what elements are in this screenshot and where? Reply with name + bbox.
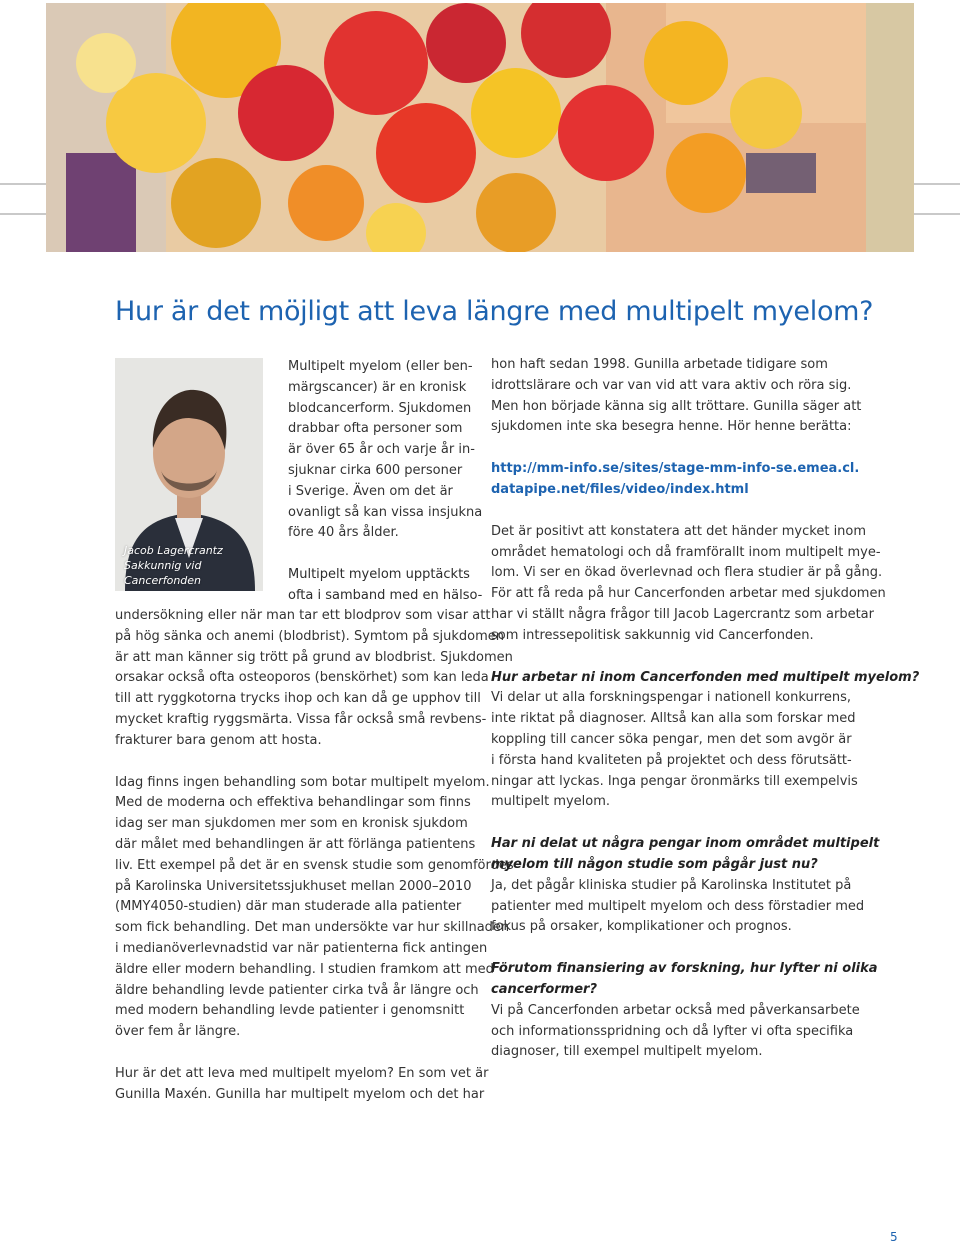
qa-block-2 <box>491 834 880 938</box>
text-line: är att man känner sig trött på grund av blodbrist. Sjukdomen <box>115 649 513 665</box>
text-line: ofta i samband med en hälso- <box>288 587 483 603</box>
question-3-line-1: Förutom finansiering av forskning, hur lyfter ni olika <box>491 961 878 977</box>
text-line: före 40 års ålder. <box>288 525 399 541</box>
text-line: som intressepolitisk sakkunnig vid Cancerfonden. <box>491 627 814 643</box>
text-line: äldre eller modern behandling. I studien framkom att med <box>115 961 494 977</box>
text-line: där målet med behandlingen är att förlänga patientens <box>115 836 476 852</box>
text-line: diagnoser, till exempel multipelt myelom. <box>491 1044 763 1060</box>
text-line: ovanligt så kan vissa insjukna <box>288 504 483 520</box>
text-line: märgscancer) är en kronisk <box>288 379 467 395</box>
caption-role-line-1: Sakkunnig vid <box>124 559 202 572</box>
question-2-line-1: Har ni delat ut några pengar inom området multipelt <box>491 836 880 852</box>
text-line: hon haft sedan 1998. Gunilla arbetade tidigare som <box>491 357 828 372</box>
text-line: som fick behandling. Det man undersökte var hur skillnaden <box>115 920 510 936</box>
text-line: på hög sänka och anemi (blodbrist). Symtom på sjukdomen <box>115 628 505 644</box>
text-line: drabbar ofta personer som <box>288 421 463 437</box>
right-column <box>491 355 920 1084</box>
text-line: liv. Ett exempel på det är en svensk studie som genomfördes <box>115 857 514 873</box>
page-title: Hur är det möjligt att leva längre med multipelt myelom? <box>115 296 874 327</box>
treatment-paragraph <box>115 773 514 1043</box>
text-line: med modern behandling levde patienter i genomsnitt <box>115 1003 465 1019</box>
text-line: lom. Vi ser en ökad överlevnad och flera studier är på gång. <box>491 565 883 581</box>
text-line: Idag finns ingen behandling som botar multipelt myelom. <box>115 774 490 790</box>
caption-role-line-2: Cancerfonden <box>124 574 202 587</box>
text-line: inte riktat på diagnoser. Alltså kan alla som forskar med <box>491 711 856 727</box>
video-link[interactable] <box>491 459 860 501</box>
text-line: sjuknar cirka 600 personer <box>288 462 463 478</box>
question-3-line-2: cancerformer? <box>491 981 597 997</box>
text-line: Gunilla Maxén. Gunilla har multipelt myelom och det har <box>115 1086 485 1102</box>
intro-paragraph <box>288 357 483 544</box>
text-line: Med de moderna och effektiva behandlingar som finns <box>115 795 471 811</box>
text-line: till att ryggkotorna trycks ihop och kan då ge upphov till <box>115 691 481 707</box>
text-line: över fem år längre. <box>115 1024 241 1040</box>
text-line: För att få reda på hur Cancerfonden arbetar med sjukdomen <box>491 586 886 602</box>
video-link-line-1[interactable]: http://mm-info.se/sites/stage-mm-info-se.emea.cl. <box>491 461 860 477</box>
qa-block-3 <box>491 959 878 1063</box>
text-line: har vi ställt några frågor till Jacob Lagercrantz som arbetar <box>491 606 874 622</box>
question-2-line-2: myelom till någon studie som pågår just nu? <box>491 856 818 872</box>
text-line: idag ser man sjukdomen mer som en kronisk sjukdom <box>115 816 468 832</box>
text-line: (MMY4050-studien) där man studerade alla patienter <box>115 899 462 915</box>
question-1: Hur arbetar ni inom Cancerfonden med multipelt myelom? <box>491 669 920 685</box>
gunilla-intro-paragraph <box>115 1064 489 1106</box>
text-line: Vi på Cancerfonden arbetar också med påverkansarbete <box>491 1002 860 1018</box>
text-line: mycket kraftig ryggsmärta. Vissa får också små revbens- <box>115 711 487 727</box>
gunilla-continued-paragraph <box>491 355 862 438</box>
text-line: Vi delar ut alla forskningspengar i nationell konkurrens, <box>491 690 852 706</box>
positive-paragraph <box>491 522 886 647</box>
text-line: patienter med multipelt myelom och dess förstadier med <box>491 898 865 914</box>
text-line: orsakar också ofta osteoporos (benskörhet) som kan leda <box>115 670 489 686</box>
text-line: Men hon började känna sig allt tröttare. Gunilla säger att <box>491 398 862 414</box>
text-line: i Sverige. Även om det är <box>288 483 453 499</box>
text-line: och informationsspridning och då lyfter vi ofta specifika <box>491 1023 854 1039</box>
text-line: sjukdomen inte ska besegra henne. Hör henne berätta: <box>491 419 852 435</box>
text-line: fokus på orsaker, komplikationer och prognos. <box>491 919 792 935</box>
text-line: äldre behandling levde patienter cirka två år längre och <box>115 982 479 998</box>
text-line: är över 65 år och varje år in- <box>288 442 475 458</box>
text-line: i första hand kvaliteten på projektet och dess förutsätt- <box>491 752 852 768</box>
text-line: på Karolinska Universitetssjukhuset mellan 2000–2010 <box>115 878 472 894</box>
text-line: multipelt myelom. <box>491 794 611 810</box>
text-line: frakturer bara genom att hosta. <box>115 732 322 748</box>
text-line: i medianöverlevnadstid var när patienterna fick antingen <box>115 940 488 956</box>
text-line: koppling till cancer söka pengar, men det som avgör är <box>491 731 852 747</box>
video-link-line-2[interactable]: datapipe.net/files/video/index.html <box>491 481 749 497</box>
text-line: Multipelt myelom (eller ben- <box>288 359 473 374</box>
text-line: Multipelt myelom upptäckts <box>288 567 470 582</box>
text-line: området hematologi och då framförallt inom multipelt mye- <box>491 544 881 560</box>
text-line: ningar att lyckas. Inga pengar öronmärks till exempelvis <box>491 773 858 789</box>
left-column <box>115 606 514 1127</box>
caption-name: Jacob Lagercrantz <box>124 544 223 557</box>
qa-block-1 <box>491 668 920 814</box>
page-number: 5 <box>890 1230 898 1244</box>
header-painting-image <box>46 3 914 252</box>
detection-paragraph-start <box>288 565 483 607</box>
text-line: idrottslärare och var van vid att vara aktiv och röra sig. <box>491 377 852 393</box>
text-line: Hur är det att leva med multipelt myelom? En som vet är <box>115 1065 489 1081</box>
text-line: undersökning eller när man tar ett blodprov som visar att <box>115 608 491 623</box>
text-line: blodcancerform. Sjukdomen <box>288 400 472 416</box>
photo-caption <box>124 543 223 588</box>
detection-paragraph <box>115 606 513 752</box>
text-line: Ja, det pågår kliniska studier på Karolinska Institutet på <box>491 877 852 893</box>
text-line: Det är positivt att konstatera att det händer mycket inom <box>491 523 867 539</box>
